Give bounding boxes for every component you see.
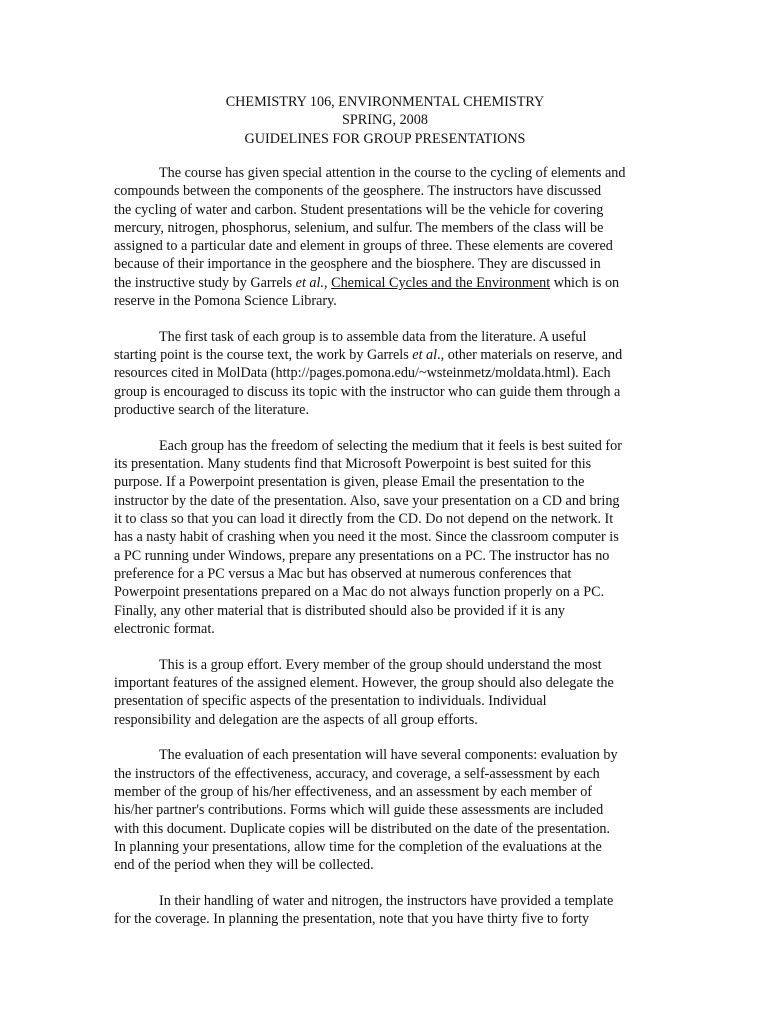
text-run: ., other materials on reserve, and (437, 347, 623, 364)
document-header (0, 93, 770, 148)
book-title: Chemical Cycles and the Environment (331, 274, 551, 291)
text-line: has a nasty habit of crashing when you need it the most. Since the classroom computer is (114, 529, 619, 546)
text-line: compounds between the components of the geosphere. The instructors have discussed (114, 183, 602, 200)
text-line: because of their importance in the geosphere and the biosphere. They are discussed in (114, 256, 601, 273)
paragraph-intro (114, 164, 660, 310)
paragraph-template (114, 892, 660, 929)
text-line: mercury, nitrogen, phosphorus, selenium, and sulfur. The members of the class will be (114, 219, 604, 236)
text-run: starting point is the course text, the work by Garrels (114, 347, 413, 364)
text-line: electronic format. (114, 620, 215, 637)
term: SPRING, 2008 (342, 112, 428, 129)
text-line: Powerpoint presentations prepared on a Mac do not always function properly on a PC. (114, 584, 605, 601)
italic-citation: et al., (295, 274, 328, 291)
paragraph-group-effort (114, 656, 660, 729)
text-line: This is a group effort. Every member of the group should understand the most (159, 656, 602, 673)
text-line: instructor by the date of the presentation. Also, save your presentation on a CD and bring (114, 492, 620, 509)
text-line (114, 346, 660, 364)
text-line: it to class so that you can load it directly from the CD. Do not depend on the network. It (114, 511, 614, 528)
text-line: its presentation. Many students find that Microsoft Powerpoint is best suited for this (114, 456, 592, 473)
text-run: the instructive study by Garrels (114, 274, 296, 291)
document-title: GUIDELINES FOR GROUP PRESENTATIONS (244, 130, 526, 147)
text-line: a PC running under Windows, prepare any presentations on a PC. The instructor has no (114, 547, 610, 564)
text-line (114, 274, 660, 292)
text-line: The first task of each group is to assemble data from the literature. A useful (159, 328, 587, 345)
text-line: his/her partner's contributions. Forms which will guide these assessments are included (114, 802, 604, 819)
text-line: purpose. If a Powerpoint presentation is given, please Email the presentation to the (114, 474, 585, 491)
text-line: The evaluation of each presentation will have several components: evaluation by (159, 747, 618, 764)
text-line: preference for a PC versus a Mac but has observed at numerous conferences that (114, 565, 572, 582)
text-line: end of the period when they will be collected. (114, 857, 374, 874)
text-line: with this document. Duplicate copies will be distributed on the date of the presentation. (114, 820, 611, 837)
text-line: presentation of specific aspects of the presentation to individuals. Individual (114, 693, 547, 710)
paragraph-medium (114, 437, 660, 638)
paragraph-evaluation (114, 746, 660, 874)
text-line: assigned to a particular date and element in groups of three. These elements are covered (114, 238, 613, 255)
text-line: the instructors of the effectiveness, accuracy, and coverage, a self-assessment by each (114, 765, 600, 782)
text-line: In their handling of water and nitrogen, the instructors have provided a template (159, 892, 614, 909)
paragraph-literature (114, 328, 660, 419)
text-line: for the coverage. In planning the presentation, note that you have thirty five to forty (114, 911, 590, 928)
text-line: important features of the assigned element. However, the group should also delegate the (114, 674, 614, 691)
course-title: CHEMISTRY 106, ENVIRONMENTAL CHEMISTRY (225, 94, 545, 110)
text-line: productive search of the literature. (114, 402, 309, 419)
document-body (114, 164, 660, 946)
text-line: the cycling of water and carbon. Student presentations will be the vehicle for covering (114, 201, 604, 218)
text-line: member of the group of his/her effectiveness, and an assessment by each member of (114, 783, 593, 800)
text-line: group is encouraged to discuss its topic with the instructor who can guide them through a (114, 383, 621, 400)
text-line: The course has given special attention in the course to the cycling of elements and (159, 165, 626, 181)
moldata-url-line: resources cited in MolData (http://pages.pomona.edu/~wsteinmetz/moldata.html). Each (114, 365, 611, 382)
text-line: reserve in the Pomona Science Library. (114, 293, 337, 310)
text-line: In planning your presentations, allow time for the completion of the evaluations at the (114, 838, 602, 855)
text-line: responsibility and delegation are the aspects of all group efforts. (114, 711, 478, 728)
italic-citation: et al (412, 347, 438, 364)
text-line: Finally, any other material that is distributed should also be provided if it is any (114, 602, 566, 619)
text-line: Each group has the freedom of selecting the medium that it feels is best suited for (159, 437, 622, 454)
text-run: which is on (550, 274, 620, 291)
